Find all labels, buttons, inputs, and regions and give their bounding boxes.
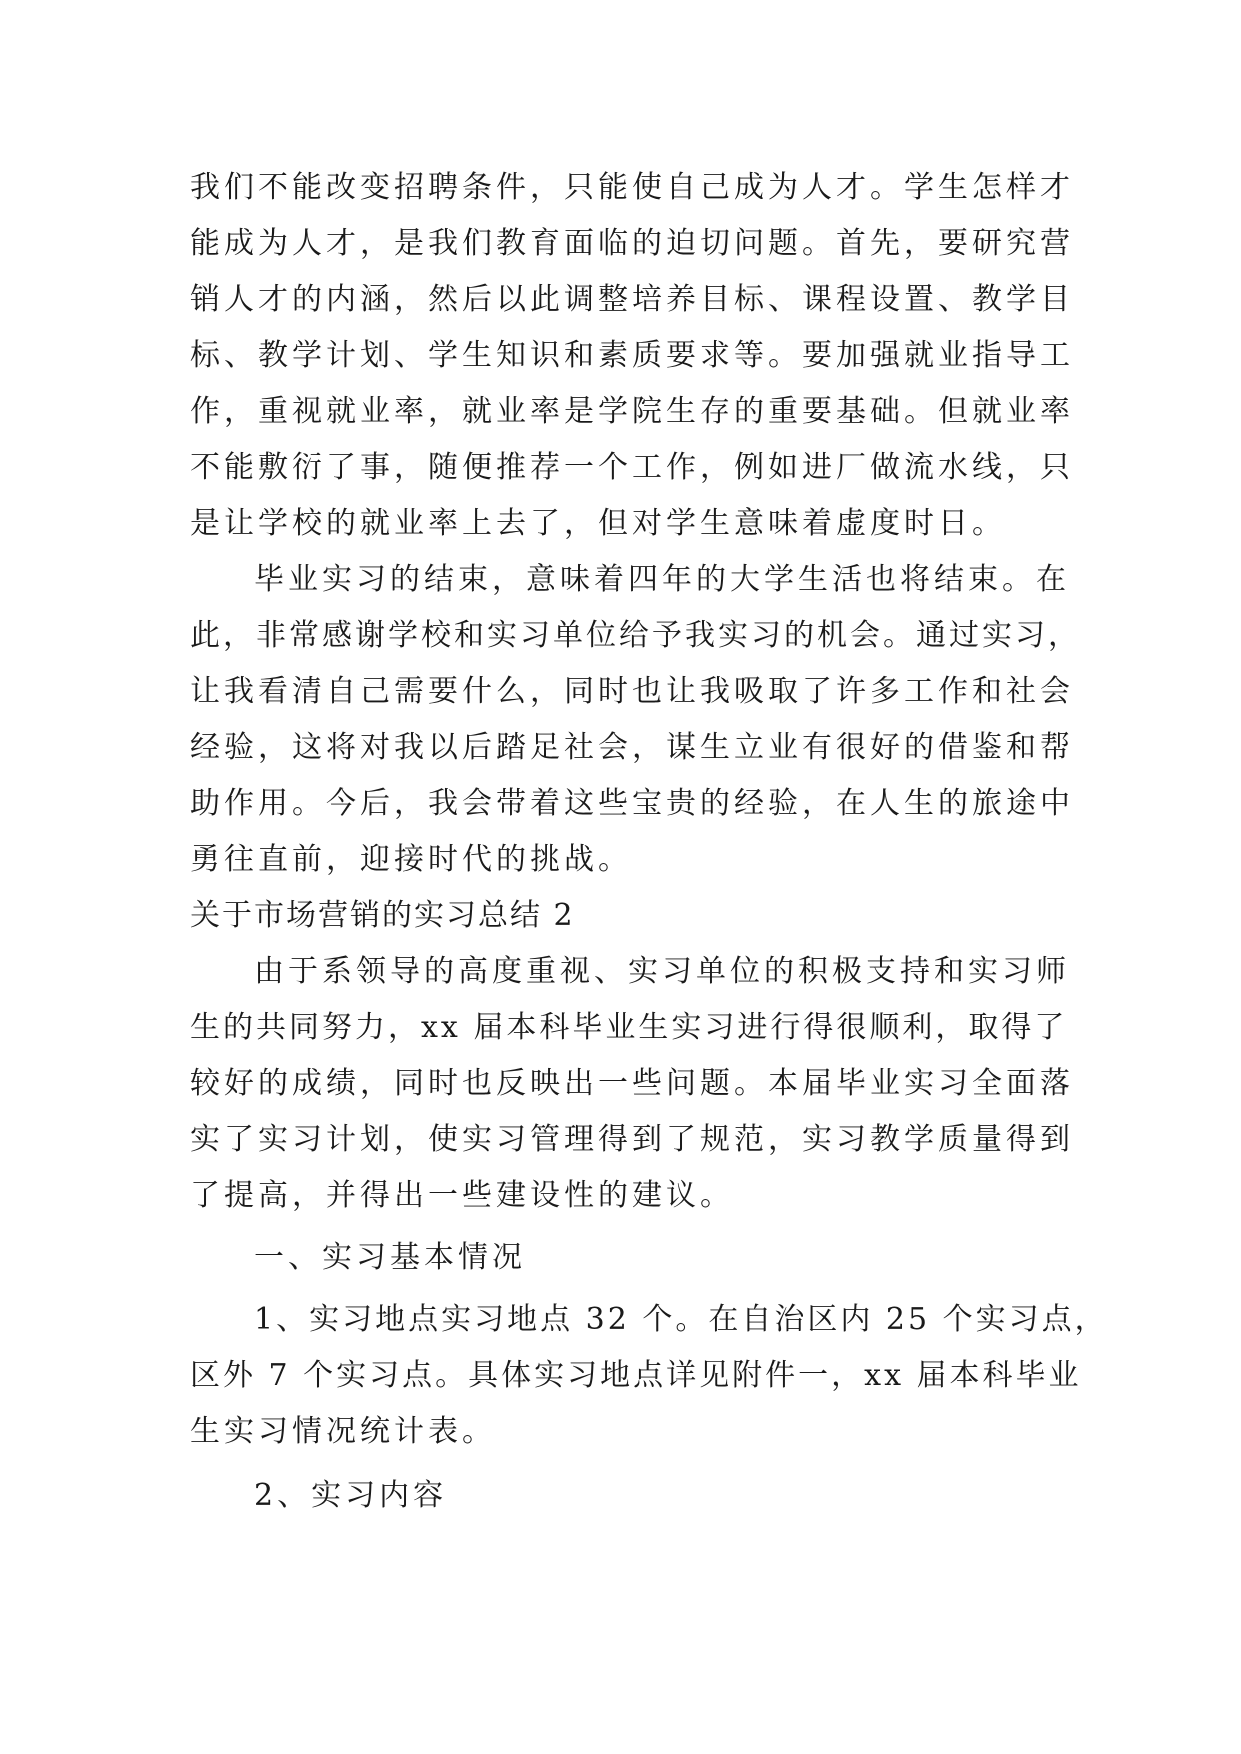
paragraph-1: [190, 160, 1074, 552]
text-line: 生实习情况统计表。: [190, 1414, 496, 1449]
text-line: 了提高，并得出一些建设性的建议。: [190, 1178, 734, 1213]
text-line: 毕业实习的结束，意味着四年的大学生活也将结束。在: [254, 562, 1070, 597]
text-line: 是让学校的就业率上去了，但对学生意味着虚度时日。: [190, 506, 1006, 541]
subsection-heading: 一、实习基本情况: [254, 1240, 526, 1275]
text-line: 不能敷衍了事，随便推荐一个工作，例如进厂做流水线，只: [190, 450, 1074, 485]
paragraph-3: [190, 944, 1074, 1224]
text-line: 销人才的内涵，然后以此调整培养目标、课程设置、教学目: [190, 282, 1074, 317]
text-line: 由于系领导的高度重视、实习单位的积极支持和实习师: [254, 954, 1070, 989]
text-line: 1、实习地点实习地点 32 个。在自治区内 25 个实习点，: [254, 1302, 1108, 1337]
section-heading: 关于市场营销的实习总结 2: [190, 898, 575, 933]
text-line: 此，非常感谢学校和实习单位给予我实习的机会。通过实习，: [190, 618, 1081, 653]
text-line: 作，重视就业率，就业率是学院生存的重要基础。但就业率: [190, 394, 1074, 429]
text-line: 让我看清自己需要什么，同时也让我吸取了许多工作和社会: [190, 674, 1074, 709]
document-body: [190, 160, 1108, 1524]
text-line: 标、教学计划、学生知识和素质要求等。要加强就业指导工: [190, 338, 1074, 373]
text-line: 区外 7 个实习点。具体实习地点详见附件一，xx 届本科毕业: [190, 1358, 1082, 1393]
text-line: 勇往直前，迎接时代的挑战。: [190, 842, 632, 877]
text-line: 我们不能改变招聘条件，只能使自己成为人才。学生怎样才: [190, 170, 1074, 205]
paragraph-4: [190, 1292, 1108, 1460]
paragraph-2: [190, 552, 1081, 888]
text-line: 助作用。今后，我会带着这些宝贵的经验，在人生的旅途中: [190, 786, 1074, 821]
text-line: 生的共同努力，xx 届本科毕业生实习进行得很顺利，取得了: [190, 1010, 1068, 1045]
text-line: 经验，这将对我以后踏足社会，谋生立业有很好的借鉴和帮: [190, 730, 1074, 765]
text-line: 能成为人才，是我们教育面临的迫切问题。首先，要研究营: [190, 226, 1074, 261]
list-item-heading: 2、实习内容: [254, 1478, 448, 1513]
text-line: 实了实习计划，使实习管理得到了规范，实习教学质量得到: [190, 1122, 1074, 1157]
text-line: 较好的成绩，同时也反映出一些问题。本届毕业实习全面落: [190, 1066, 1074, 1101]
